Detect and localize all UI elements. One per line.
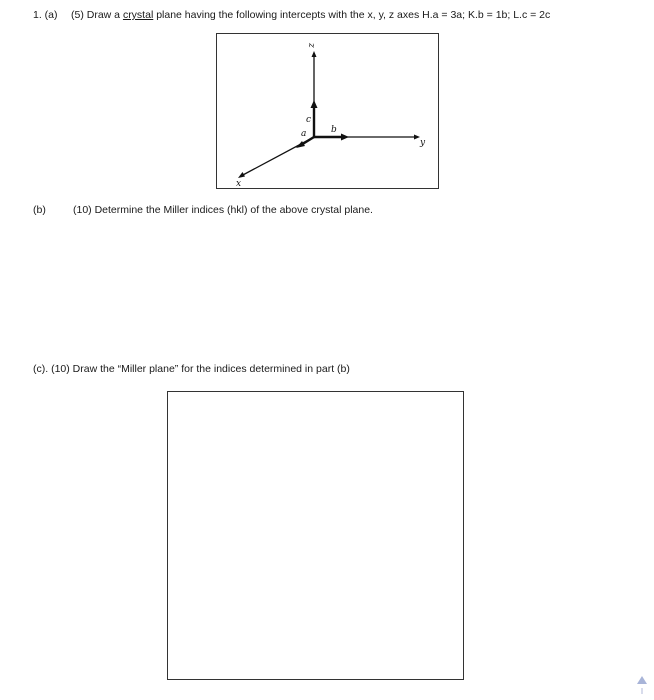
drawing-answer-box[interactable] (167, 391, 464, 680)
question-1a (33, 9, 550, 22)
z-axis-arrow (312, 51, 317, 57)
question-1b (33, 204, 373, 217)
x-axis-arrow (238, 172, 245, 178)
question-text-start: (5) Draw a (71, 9, 123, 21)
question-text: (10) Determine the Miller indices (hkl) of the above crystal plane. (73, 204, 373, 216)
b-vector-label: b (331, 125, 337, 135)
x-axis-label: x (236, 179, 242, 189)
question-1c (33, 363, 350, 376)
question-number: (b) (33, 204, 46, 216)
question-text-end: plane having the following intercepts with the x, y, z axes H.a = 3a; K.b = 1b; L.c = 2c (153, 9, 551, 21)
b-vector-arrow (341, 134, 349, 141)
question-number: 1. (a) (33, 9, 58, 21)
question-underlined-word: crystal (122, 9, 154, 21)
scroll-up-icon[interactable] (637, 676, 647, 684)
c-vector-label: c (306, 115, 312, 125)
y-axis-label: y (420, 138, 426, 148)
axes-figure (216, 33, 439, 189)
question-text: (c). (10) Draw the “Miller plane” for the indices determined in part (b) (33, 363, 350, 375)
a-vector-label: a (301, 129, 307, 139)
axes-sketch (217, 34, 440, 190)
scroll-indicator (641, 688, 643, 694)
z-axis-label: z (306, 43, 316, 48)
c-vector-arrow (311, 100, 318, 108)
